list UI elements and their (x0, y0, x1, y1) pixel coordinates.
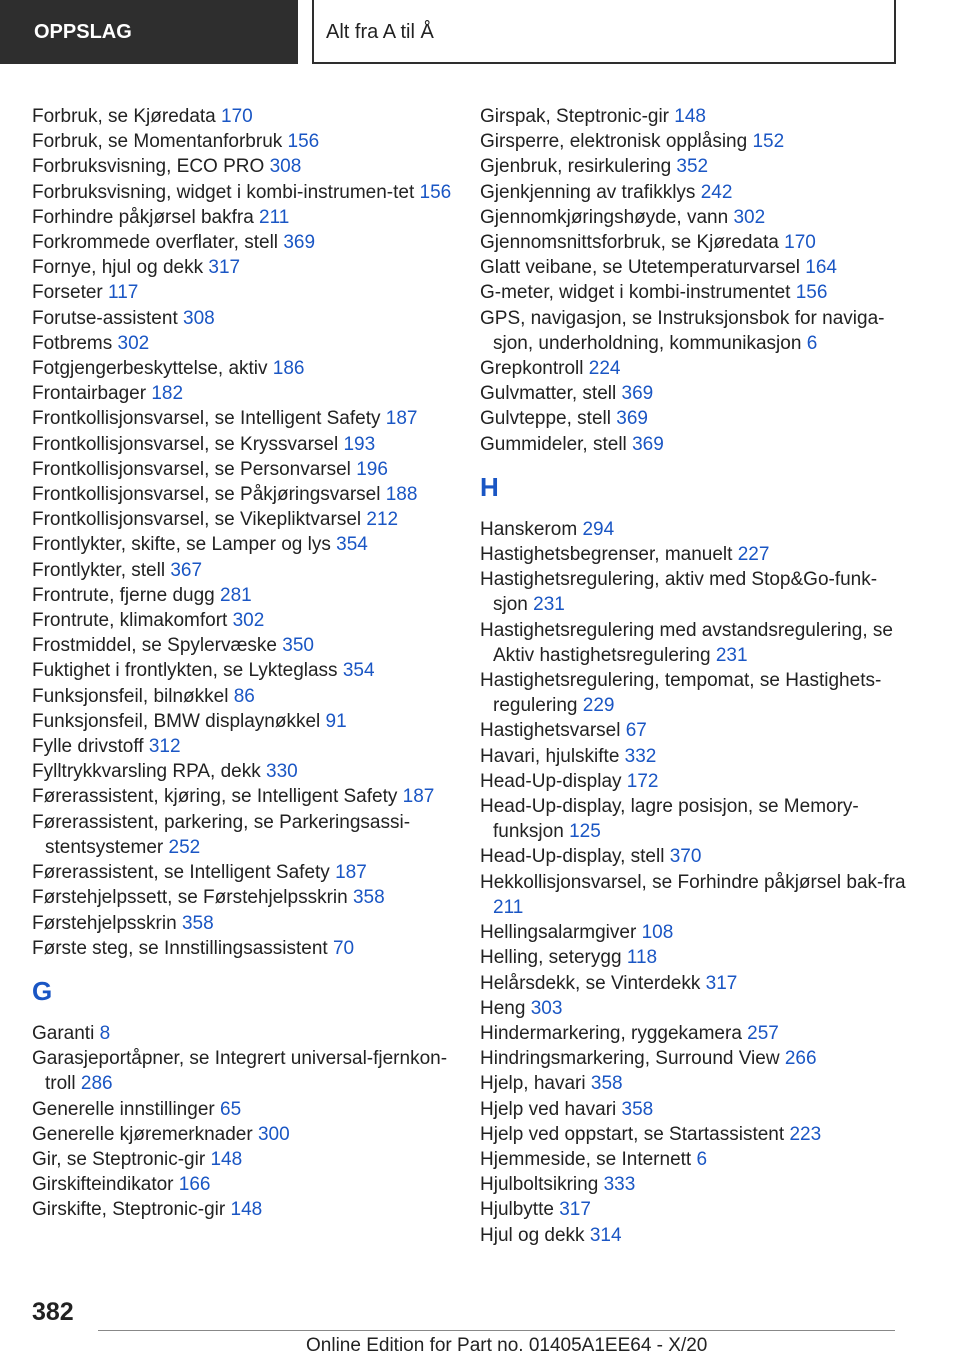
index-column-left (32, 104, 472, 1223)
index-entry-term: Frontlykter, skifte, se Lamper og lys (32, 534, 331, 556)
index-entry-page-link[interactable]: 352 (676, 156, 709, 178)
index-entry-term: Havari, hjulskifte (480, 745, 620, 767)
index-entry-page-link[interactable]: 358 (352, 887, 385, 909)
page-header-title: Alt fra A til Å (312, 0, 896, 64)
index-entry-page-link[interactable]: 193 (343, 433, 376, 455)
index-entry-page-link[interactable]: 166 (178, 1174, 211, 1196)
section-tab: OPPSLAG (0, 0, 298, 64)
index-entry-page-link[interactable]: 369 (616, 408, 648, 430)
index-entry-page-link[interactable]: 125 (569, 821, 601, 843)
index-entry (32, 633, 472, 658)
index-entry-page-link[interactable]: 156 (795, 282, 828, 304)
index-entry (480, 205, 910, 230)
index-entry-term: Gjennomsnittsforbruk, se Kjøredata (480, 232, 779, 254)
index-entry (32, 583, 472, 608)
index-entry-term: Forbruksvisning, widget i kombi-instrumen-tet (32, 181, 415, 203)
index-entry-page-link[interactable]: 350 (282, 635, 314, 657)
index-entry-term: Forutse-assistent (32, 307, 178, 329)
index-entry-page-link[interactable]: 302 (232, 610, 265, 632)
index-entry-page-link[interactable]: 252 (168, 836, 201, 858)
index-entry-term: Frontkollisjonsvarsel, se Påkjøringsvarsel (32, 484, 381, 506)
index-entry (480, 769, 910, 794)
index-entry-page-link[interactable]: 333 (603, 1174, 636, 1196)
index-entry-term: Gulvteppe, stell (480, 408, 611, 430)
index-entry-term: Hjulbytte (480, 1199, 554, 1221)
index-entry-page-link[interactable]: 367 (170, 559, 203, 581)
index-entry (32, 911, 472, 936)
index-entry-page-link[interactable]: 188 (385, 484, 418, 506)
index-entry-term: Fuktighet i frontlykten, se Lykteglass (32, 660, 338, 682)
index-entry-page-link[interactable]: 229 (582, 695, 615, 717)
index-entry-page-link[interactable]: 302 (733, 206, 766, 228)
index-entry-page-link[interactable]: 187 (402, 786, 435, 808)
index-entry-term: Glatt veibane, se Utetemperaturvarsel (480, 257, 800, 279)
index-entry (32, 810, 472, 860)
index-entry-term: Gulvmatter, stell (480, 383, 617, 405)
index-letter-heading: H (480, 471, 499, 502)
index-entry-page-link[interactable]: 332 (624, 745, 657, 767)
index-entry (32, 658, 472, 683)
index-entry (480, 971, 910, 996)
index-entry-page-link[interactable]: 211 (259, 206, 290, 228)
index-entry-term: Frostmiddel, se Spylervæske (32, 635, 277, 657)
index-entry-term: Grepkontroll (480, 358, 584, 380)
index-entry-term: Heng (480, 997, 526, 1019)
index-entry (32, 180, 472, 205)
index-entry-term: Girsperre, elektronisk opplåsing (480, 131, 748, 153)
index-entry (32, 684, 472, 709)
index-entry (480, 996, 910, 1021)
index-entry-term: Gjenbruk, resirkulering (480, 156, 672, 178)
index-entry-term: Forbruk, se Kjøredata (32, 106, 216, 127)
index-column-right (480, 104, 910, 1248)
index-entry (32, 154, 472, 179)
index-entry (480, 718, 910, 743)
index-entry-term: Girskifte, Steptronic-gir (32, 1199, 226, 1221)
index-entry (32, 331, 472, 356)
index-entry (480, 154, 910, 179)
index-entry-term: G-meter, widget i kombi-instrumentet (480, 282, 791, 304)
index-entry-term: Frontkollisjonsvarsel, se Intelligent Safety (32, 408, 381, 430)
index-entry-term: Hjelp, havari (480, 1073, 586, 1095)
index-entry-term: Hekkollisjonsvarsel, se Forhindre påkjørsel bak-fra (480, 871, 906, 893)
index-entry (480, 517, 910, 542)
index-entry-term: Hjulboltsikring (480, 1174, 599, 1196)
index-entry (480, 744, 910, 769)
index-entry (480, 668, 910, 718)
index-entry (32, 759, 472, 784)
index-entry-term: Forbruk, se Momentanforbruk (32, 131, 283, 153)
index-entry-term: Funksjonsfeil, bilnøkkel (32, 685, 229, 707)
index-entry (32, 482, 472, 507)
index-entry (32, 558, 472, 583)
index-entry-page-link[interactable]: 148 (674, 106, 706, 127)
index-entry-term: Garanti (32, 1022, 95, 1044)
index-entry (480, 306, 910, 356)
index-entry-term: Fornye, hjul og dekk (32, 257, 204, 279)
index-entry-page-link[interactable]: 186 (272, 358, 305, 380)
index-entry (32, 205, 472, 230)
index-entry-page-link[interactable]: 300 (257, 1123, 290, 1145)
index-entry-page-link[interactable]: 196 (356, 458, 388, 480)
index-entry-term: Helårsdekk, se Vinterdekk (480, 972, 701, 994)
index-entry-term: Frontairbager (32, 383, 147, 405)
index-entry-page-link[interactable]: 358 (181, 912, 214, 934)
index-entry-page-link[interactable]: 8 (99, 1022, 111, 1044)
index-entry-page-link[interactable]: 148 (230, 1199, 263, 1221)
index-entry-term: Gummideler, stell (480, 433, 627, 455)
index-entry (480, 255, 910, 280)
index-entry-term: Head-Up-display (480, 770, 622, 792)
index-entry-term: Hastighetsregulering, aktiv med Stop&Go-funk-sjon (480, 569, 878, 616)
index-entry-term: Fylltrykkvarsling RPA, dekk (32, 761, 261, 783)
index-entry-page-link[interactable]: 211 (493, 896, 524, 918)
index-entry (32, 860, 472, 885)
index-entry-page-link[interactable]: 172 (626, 770, 659, 792)
index-entry-page-link[interactable]: 303 (530, 997, 563, 1019)
index-entry-page-link[interactable]: 314 (589, 1224, 622, 1246)
index-entry (480, 356, 910, 381)
index-entry-page-link[interactable]: 257 (747, 1022, 779, 1044)
index-entry-term: Fotbrems (32, 332, 113, 354)
index-entry (32, 1097, 472, 1122)
index-entry (32, 507, 472, 532)
index-entry (32, 406, 472, 431)
index-entry (480, 432, 910, 457)
index-entry-page-link[interactable]: 369 (632, 433, 664, 455)
index-entry (32, 1172, 472, 1197)
index-entry-term: Hjelp ved havari (480, 1098, 617, 1120)
index-entry (32, 608, 472, 633)
index-entry-page-link[interactable]: 70 (332, 937, 355, 959)
index-entry-page-link[interactable]: 308 (183, 307, 215, 329)
index-entry-term: Førstehjelpsskrin (32, 912, 177, 934)
index-entry-term: Generelle kjøremerknader (32, 1123, 253, 1145)
index-entry-term: Frontrute, klimakomfort (32, 610, 228, 632)
index-entry-page-link[interactable]: 187 (385, 408, 418, 430)
index-entry (480, 870, 910, 920)
index-entry-term: Hjul og dekk (480, 1224, 585, 1246)
index-entry-page-link[interactable]: 86 (233, 685, 255, 707)
index-entry (32, 885, 472, 910)
index-entry-page-link[interactable]: 281 (220, 584, 252, 606)
index-entry-page-link[interactable]: 212 (366, 509, 399, 531)
footer-divider (98, 1330, 895, 1331)
index-entry (480, 1046, 910, 1071)
index-entry-term: Gjennomkjøringshøyde, vann (480, 206, 729, 228)
index-entry-page-link[interactable]: 369 (621, 383, 654, 405)
index-entry (32, 1046, 472, 1096)
index-entry (32, 1147, 472, 1172)
index-entry-page-link[interactable]: 354 (342, 660, 375, 682)
index-entry-page-link[interactable]: 156 (419, 181, 452, 203)
index-entry (32, 129, 472, 154)
index-entry-term: Hastighetsvarsel (480, 720, 621, 742)
index-entry-page-link[interactable]: 317 (559, 1199, 591, 1221)
index-entry (32, 230, 472, 255)
index-entry (480, 618, 910, 668)
index-entry (32, 457, 472, 482)
index-entry-page-link[interactable]: 358 (621, 1098, 654, 1120)
index-entry (480, 1097, 910, 1122)
index-entry-term: Forseter (32, 282, 103, 304)
index-entry-term: Girspak, Steptronic-gir (480, 106, 670, 127)
index-entry-term: Forkrommede overflater, stell (32, 232, 279, 254)
index-entry-term: Hindermarkering, ryggekamera (480, 1022, 742, 1044)
index-entry-term: Førerassistent, se Intelligent Safety (32, 862, 330, 884)
index-entry (32, 709, 472, 734)
index-entry-page-link[interactable]: 6 (696, 1148, 708, 1170)
index-entry-page-link[interactable]: 358 (590, 1073, 623, 1095)
index-entry-page-link[interactable]: 330 (266, 761, 298, 783)
index-entry-page-link[interactable]: 227 (737, 544, 770, 566)
index-entry-page-link[interactable]: 187 (335, 862, 367, 884)
page-number: 382 (32, 1298, 74, 1326)
index-entry (32, 784, 472, 809)
index-entry-term: Frontlykter, stell (32, 559, 166, 581)
index-entry-page-link[interactable]: 170 (784, 232, 816, 254)
index-entry (480, 104, 910, 129)
index-entry-term: Hjelp ved oppstart, se Startassistent (480, 1123, 785, 1145)
index-entry-page-link[interactable]: 152 (752, 131, 785, 153)
index-entry-term: Frontkollisjonsvarsel, se Kryssvarsel (32, 433, 339, 455)
index-entry (32, 1197, 472, 1222)
index-entry-page-link[interactable]: 170 (221, 106, 253, 127)
index-entry (32, 734, 472, 759)
index-entry-page-link[interactable]: 156 (287, 131, 320, 153)
index-entry (32, 104, 472, 129)
index-entry-page-link[interactable]: 370 (669, 846, 702, 868)
index-entry (32, 306, 472, 331)
index-entry (480, 945, 910, 970)
index-entry-term: Head-Up-display, stell (480, 846, 665, 868)
index-entry-page-link[interactable]: 231 (533, 594, 565, 616)
index-entry-page-link[interactable]: 182 (151, 383, 184, 405)
index-entry-term: Frontkollisjonsvarsel, se Vikepliktvarsel (32, 509, 362, 531)
index-letter-heading: G (32, 975, 53, 1006)
index-entry (480, 1197, 910, 1222)
index-entry-page-link[interactable]: 108 (641, 922, 674, 944)
index-entry-page-link[interactable]: 67 (625, 720, 647, 742)
index-entry-term: Gir, se Steptronic-gir (32, 1148, 206, 1170)
index-entry (480, 1223, 910, 1248)
index-entry-page-link[interactable]: 302 (117, 332, 150, 354)
index-entry (32, 356, 472, 381)
index-entry-term: Head-Up-display, lagre posisjon, se Memory-funksjon (480, 796, 859, 843)
index-entry-page-link[interactable]: 312 (148, 736, 181, 758)
index-entry-page-link[interactable]: 224 (588, 358, 621, 380)
index-entry-page-link[interactable]: 231 (715, 644, 748, 666)
index-entry (480, 794, 910, 844)
index-entry-page-link[interactable]: 148 (210, 1148, 243, 1170)
index-entry-page-link[interactable]: 317 (208, 257, 241, 279)
index-entry-term: Fylle drivstoff (32, 736, 144, 758)
index-entry (480, 1071, 910, 1096)
index-entry-term: Hellingsalarmgiver (480, 922, 637, 944)
index-entry (480, 1021, 910, 1046)
index-entry (480, 1172, 910, 1197)
index-entry (480, 567, 910, 617)
index-entry-term: Hanskerom (480, 518, 578, 540)
index-entry (480, 542, 910, 567)
index-entry-term: Førstehjelpssett, se Førstehjelpsskrin (32, 887, 348, 909)
index-entry-page-link[interactable]: 266 (784, 1048, 817, 1070)
index-entry (480, 230, 910, 255)
index-entry-term: Frontrute, fjerne dugg (32, 584, 215, 606)
index-entry-page-link[interactable]: 91 (325, 710, 347, 732)
index-entry (480, 280, 910, 305)
index-entry (32, 936, 472, 961)
index-entry-term: Garasjeportåpner, se Integrert universal-fjernkon-troll (32, 1048, 448, 1095)
index-entry-term: Forhindre påkjørsel bakfra (32, 206, 254, 228)
footer-edition: Online Edition for Part no. 01405A1EE64 - X/20 (306, 1335, 708, 1356)
index-entry (32, 280, 472, 305)
index-entry-term: GPS, navigasjon, se Instruksjonsbok for naviga-sjon, underholdning, kommunikasjon (480, 307, 885, 354)
index-entry (32, 255, 472, 280)
index-entry-term: Helling, seterygg (480, 947, 622, 969)
index-entry-page-link[interactable]: 354 (336, 534, 368, 556)
index-entry-term: Fotgjengerbeskyttelse, aktiv (32, 358, 268, 380)
index-entry (480, 180, 910, 205)
index-entry (480, 1122, 910, 1147)
index-entry-term: Hastighetsregulering med avstandsregulering, se Aktiv hastighetsregulering (480, 619, 893, 666)
index-entry-page-link[interactable]: 6 (806, 332, 818, 354)
index-entry-term: Hastighetsregulering, tempomat, se Hastighets-regulering (480, 670, 882, 717)
index-entry (480, 406, 910, 431)
index-entry-term: Gjenkjenning av trafikklys (480, 181, 696, 203)
index-entry-term: Førerassistent, kjøring, se Intelligent Safety (32, 786, 398, 808)
index-entry-page-link[interactable]: 117 (108, 282, 139, 304)
index-entry-term: Frontkollisjonsvarsel, se Personvarsel (32, 458, 351, 480)
index-entry-page-link[interactable]: 286 (80, 1073, 113, 1095)
index-entry (480, 129, 910, 154)
index-entry-term: Hastighetsbegrenser, manuelt (480, 544, 733, 566)
index-entry (32, 1021, 472, 1046)
index-entry-term: Funksjonsfeil, BMW displaynøkkel (32, 710, 321, 732)
index-entry-page-link[interactable]: 223 (789, 1123, 822, 1145)
index-entry-term: Generelle innstillinger (32, 1098, 215, 1120)
index-entry-page-link[interactable]: 242 (700, 181, 733, 203)
index-entry (480, 1147, 910, 1172)
index-entry (480, 381, 910, 406)
index-entry (32, 1122, 472, 1147)
index-entry-term: Første steg, se Innstillingsassistent (32, 937, 328, 959)
index-entry-term: Hindringsmarkering, Surround View (480, 1048, 780, 1070)
index-entry (32, 432, 472, 457)
index-entry-page-link[interactable]: 118 (626, 947, 658, 969)
index-entry-page-link[interactable]: 369 (283, 232, 316, 254)
index-entry-page-link[interactable]: 317 (705, 972, 738, 994)
index-entry-page-link[interactable]: 294 (582, 518, 615, 540)
index-entry (480, 844, 910, 869)
index-entry-page-link[interactable]: 164 (805, 257, 837, 279)
index-entry (32, 532, 472, 557)
index-entry-term: Hjemmeside, se Internett (480, 1148, 692, 1170)
index-entry-term: Girskifteindikator (32, 1174, 174, 1196)
index-entry-term: Førerassistent, parkering, se Parkeringsassi-stentsystemer (32, 811, 411, 858)
index-entry-page-link[interactable]: 308 (269, 156, 302, 178)
index-entry-page-link[interactable]: 65 (220, 1098, 242, 1120)
index-entry (32, 381, 472, 406)
index-entry (480, 920, 910, 945)
index-entry-term: Forbruksvisning, ECO PRO (32, 156, 265, 178)
